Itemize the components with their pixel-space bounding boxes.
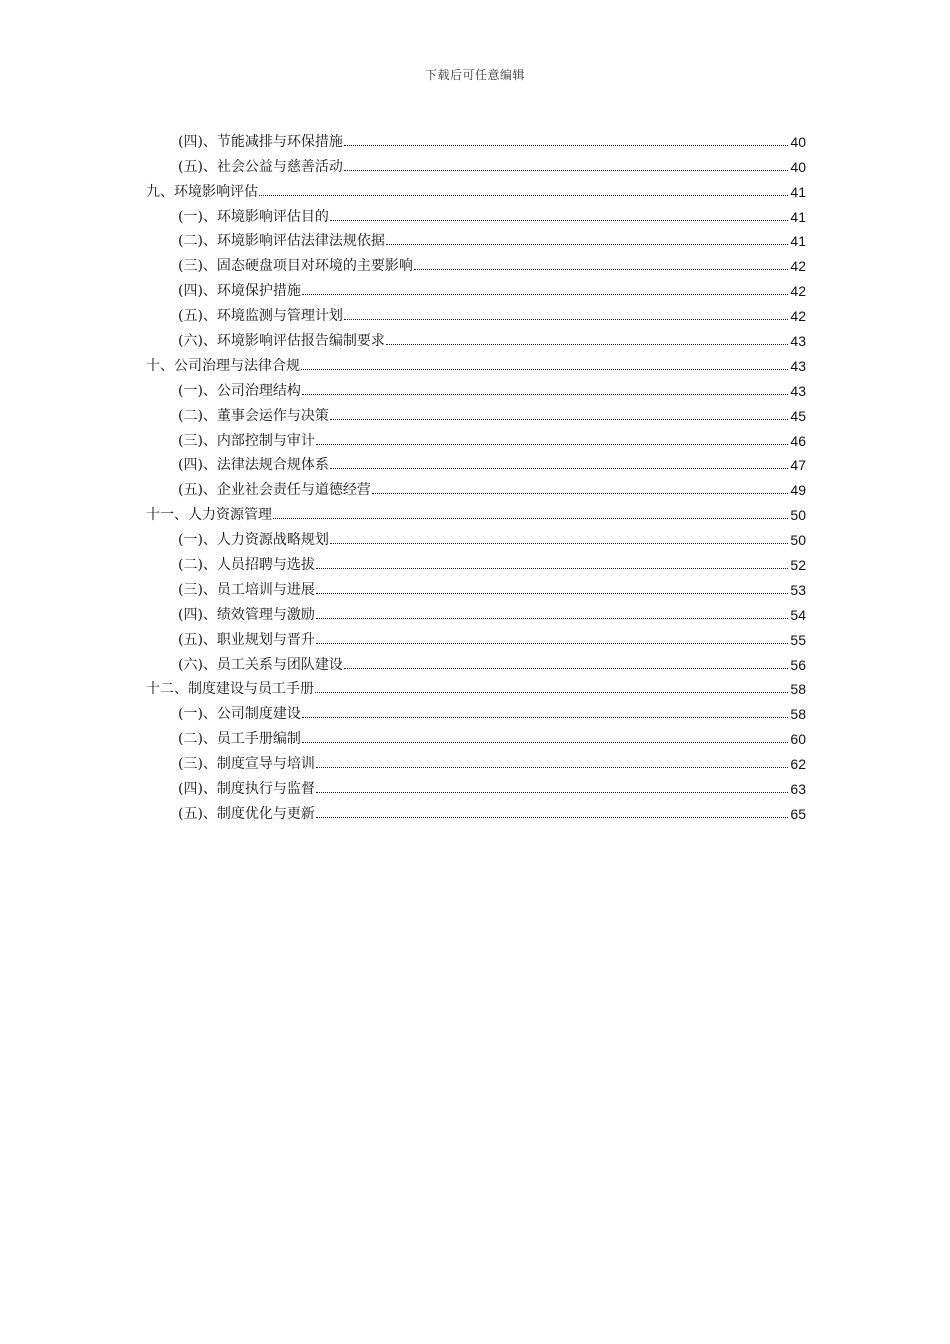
toc-entry-title: 十一、人力资源管理 [146, 507, 272, 524]
toc-entry-title: (五)、企业社会责任与道德经营 [178, 482, 371, 499]
toc-entry-page-number: 62 [790, 756, 806, 773]
toc-dot-leader [316, 618, 788, 619]
toc-entry-page-number: 49 [790, 482, 806, 499]
toc-entry-page-number: 46 [790, 432, 806, 449]
toc-entry-title: (二)、员工手册编制 [178, 731, 301, 748]
toc-dot-leader [414, 269, 788, 270]
toc-entry-page-number: 42 [790, 283, 806, 300]
toc-dot-leader [302, 394, 788, 395]
toc-dot-leader [259, 195, 788, 196]
toc-entry-page-number: 54 [790, 606, 806, 623]
toc-entry-title: 九、环境影响评估 [146, 183, 258, 200]
toc-entry-page-number: 63 [790, 781, 806, 798]
toc-section-entry[interactable] [146, 574, 806, 599]
toc-section-entry[interactable] [146, 425, 806, 450]
toc-entry-title: (四)、制度执行与监督 [178, 781, 315, 798]
toc-chapter-entry[interactable] [146, 350, 806, 375]
toc-entry-title: (一)、公司制度建设 [178, 706, 301, 723]
toc-dot-leader [330, 419, 788, 420]
toc-entry-title: (二)、人员招聘与选拔 [178, 557, 315, 574]
toc-dot-leader [316, 767, 788, 768]
toc-entry-title: (四)、环境保护措施 [178, 283, 301, 300]
toc-section-entry[interactable] [146, 201, 806, 226]
toc-entry-page-number: 58 [790, 706, 806, 723]
toc-chapter-entry[interactable] [146, 674, 806, 699]
toc-entry-page-number: 56 [790, 656, 806, 673]
toc-dot-leader [316, 444, 788, 445]
toc-section-entry[interactable] [146, 748, 806, 773]
toc-dot-leader [301, 369, 788, 370]
toc-entry-page-number: 55 [790, 631, 806, 648]
toc-entry-page-number: 65 [790, 805, 806, 822]
toc-dot-leader [386, 344, 788, 345]
toc-section-entry[interactable] [146, 723, 806, 748]
toc-section-entry[interactable] [146, 549, 806, 574]
toc-dot-leader [273, 518, 788, 519]
toc-entry-title: (一)、公司治理结构 [178, 382, 301, 399]
toc-dot-leader [302, 294, 788, 295]
toc-entry-page-number: 58 [790, 681, 806, 698]
toc-entry-title: (三)、固态硬盘项目对环境的主要影响 [178, 258, 413, 275]
toc-section-entry[interactable] [146, 250, 806, 275]
toc-section-entry[interactable] [146, 300, 806, 325]
toc-dot-leader [344, 668, 788, 669]
toc-entry-title: (五)、职业规划与晋升 [178, 631, 315, 648]
toc-entry-title: (四)、绩效管理与激励 [178, 606, 315, 623]
toc-dot-leader [316, 792, 788, 793]
toc-entry-page-number: 52 [790, 557, 806, 574]
toc-dot-leader [330, 543, 788, 544]
toc-section-entry[interactable] [146, 649, 806, 674]
toc-dot-leader [344, 170, 788, 171]
toc-section-entry[interactable] [146, 524, 806, 549]
toc-entry-page-number: 41 [790, 183, 806, 200]
toc-entry-page-number: 50 [790, 507, 806, 524]
toc-entry-page-number: 40 [790, 133, 806, 150]
toc-section-entry[interactable] [146, 773, 806, 798]
toc-entry-page-number: 42 [790, 308, 806, 325]
toc-dot-leader [386, 244, 788, 245]
toc-entry-page-number: 47 [790, 457, 806, 474]
toc-entry-title: (五)、社会公益与慈善活动 [178, 158, 343, 175]
toc-dot-leader [302, 742, 788, 743]
toc-entry-title: (六)、员工关系与团队建设 [178, 656, 343, 673]
toc-section-entry[interactable] [146, 450, 806, 475]
toc-dot-leader [344, 319, 788, 320]
toc-chapter-entry[interactable] [146, 176, 806, 201]
toc-entry-title: (一)、人力资源战略规划 [178, 532, 329, 549]
toc-section-entry[interactable] [146, 698, 806, 723]
toc-section-entry[interactable] [146, 151, 806, 176]
toc-entry-title: (二)、环境影响评估法律法规依据 [178, 233, 385, 250]
toc-section-entry[interactable] [146, 226, 806, 251]
toc-section-entry[interactable] [146, 126, 806, 151]
toc-entry-page-number: 53 [790, 581, 806, 598]
toc-entry-page-number: 42 [790, 258, 806, 275]
toc-entry-title: 十二、制度建设与员工手册 [146, 681, 314, 698]
toc-section-entry[interactable] [146, 375, 806, 400]
toc-dot-leader [316, 568, 788, 569]
toc-chapter-entry[interactable] [146, 499, 806, 524]
toc-entry-title: (五)、环境监测与管理计划 [178, 308, 343, 325]
toc-entry-title: (四)、节能减排与环保措施 [178, 133, 343, 150]
toc-dot-leader [302, 717, 788, 718]
toc-entry-page-number: 40 [790, 158, 806, 175]
toc-dot-leader [315, 692, 788, 693]
toc-section-entry[interactable] [146, 325, 806, 350]
toc-dot-leader [344, 145, 788, 146]
toc-section-entry[interactable] [146, 798, 806, 823]
toc-dot-leader [316, 643, 788, 644]
page-header: 下载后可任意编辑 [424, 68, 525, 82]
toc-entry-title: (四)、法律法规合规体系 [178, 457, 329, 474]
toc-dot-leader [372, 493, 788, 494]
toc-entry-page-number: 43 [790, 357, 806, 374]
toc-entry-page-number: 43 [790, 333, 806, 350]
toc-entry-title: (三)、员工培训与进展 [178, 581, 315, 598]
toc-section-entry[interactable] [146, 474, 806, 499]
toc-section-entry[interactable] [146, 275, 806, 300]
toc-section-entry[interactable] [146, 624, 806, 649]
toc-entry-title: (六)、环境影响评估报告编制要求 [178, 333, 385, 350]
toc-section-entry[interactable] [146, 400, 806, 425]
table-of-contents [146, 126, 806, 823]
toc-entry-page-number: 45 [790, 407, 806, 424]
toc-dot-leader [330, 468, 788, 469]
toc-entry-title: (三)、内部控制与审计 [178, 432, 315, 449]
toc-dot-leader [316, 593, 788, 594]
toc-dot-leader [316, 817, 788, 818]
toc-entry-page-number: 41 [790, 233, 806, 250]
toc-dot-leader [330, 220, 788, 221]
toc-entry-title: 十、公司治理与法律合规 [146, 357, 300, 374]
toc-section-entry[interactable] [146, 599, 806, 624]
toc-entry-page-number: 50 [790, 532, 806, 549]
toc-entry-title: (三)、制度宣导与培训 [178, 756, 315, 773]
toc-entry-title: (一)、环境影响评估目的 [178, 208, 329, 225]
toc-entry-title: (五)、制度优化与更新 [178, 805, 315, 822]
toc-entry-page-number: 41 [790, 208, 806, 225]
toc-entry-title: (二)、董事会运作与决策 [178, 407, 329, 424]
toc-entry-page-number: 43 [790, 382, 806, 399]
toc-entry-page-number: 60 [790, 731, 806, 748]
